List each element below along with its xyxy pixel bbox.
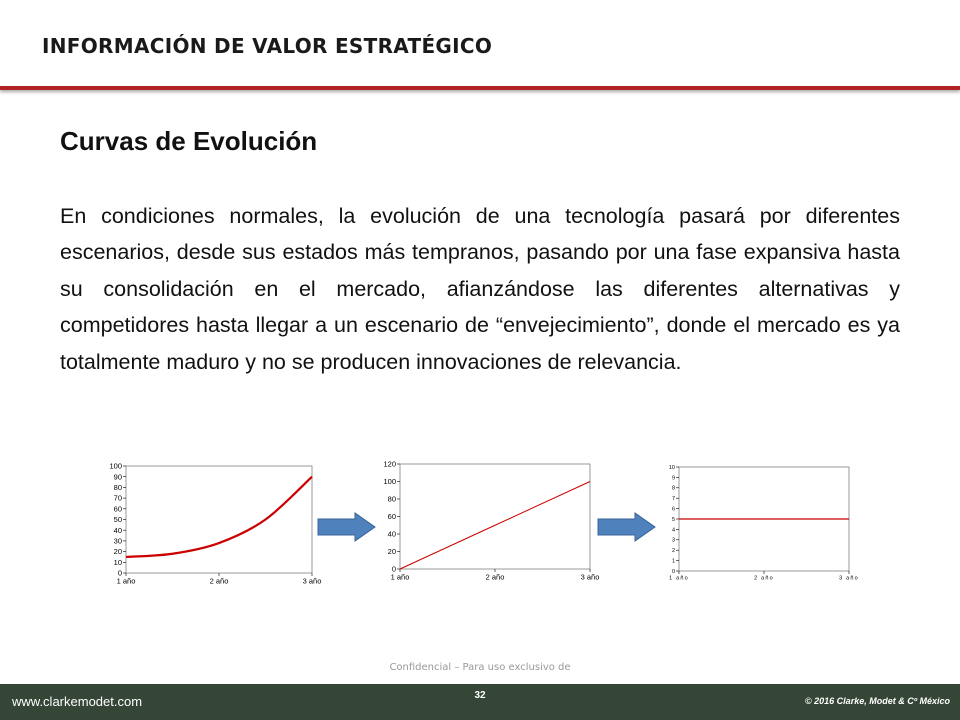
confidential-note: Confidencial – Para uso exclusivo de [389, 662, 571, 673]
x-tick-label: 2 año [485, 572, 505, 582]
y-tick-label: 9 [671, 475, 675, 482]
x-tick-label: 3 año [302, 576, 322, 586]
y-tick-label: 120 [383, 459, 396, 469]
footer-copyright: © 2016 Clarke, Modet & Cº México [805, 696, 950, 706]
y-tick-label: 3 [671, 537, 675, 544]
slide-header [0, 0, 960, 95]
y-tick-label: 90 [113, 472, 122, 482]
y-tick-label: 2 [671, 548, 675, 555]
y-tick-label: 60 [113, 504, 122, 514]
y-tick-label: 0 [671, 568, 675, 575]
y-tick-label: 30 [113, 536, 122, 546]
footer-website-link[interactable]: www.clarkemodet.com [12, 694, 143, 709]
y-tick-label: 8 [671, 485, 675, 492]
y-tick-label: 80 [387, 494, 396, 504]
x-tick-label: 1 año [390, 572, 410, 582]
right-arrow-icon [597, 512, 657, 542]
x-tick-label: 1 año [116, 576, 136, 586]
y-tick-label: 80 [113, 483, 122, 493]
x-tick-label: 1 año [669, 575, 689, 582]
plot-area [400, 464, 590, 569]
plot-area [126, 466, 312, 573]
y-tick-label: 50 [113, 515, 122, 525]
y-tick-label: 0 [391, 564, 396, 574]
right-arrow-icon [317, 512, 377, 542]
y-tick-label: 20 [113, 547, 122, 557]
chart-growth-curve [110, 462, 326, 588]
y-tick-label: 7 [671, 496, 675, 503]
y-tick-label: 5 [671, 516, 675, 523]
y-tick-label: 100 [109, 461, 122, 471]
x-tick-label: 2 año [209, 576, 229, 586]
y-tick-label: 70 [113, 493, 122, 503]
y-tick-label: 40 [387, 529, 396, 539]
y-tick-label: 4 [671, 527, 675, 534]
x-tick-label: 3 año [580, 572, 600, 582]
section-title: Curvas de Evolución [60, 126, 318, 156]
x-tick-label: 2 año [754, 575, 774, 582]
chart-flat-maturity [665, 464, 865, 588]
y-tick-label: 0 [117, 568, 122, 578]
y-tick-label: 6 [671, 506, 675, 513]
y-tick-label: 60 [387, 512, 396, 522]
header-title: INFORMACIÓN DE VALOR ESTRATÉGICO [42, 34, 493, 58]
header-divider [0, 86, 960, 90]
x-tick-label: 3 año [839, 575, 859, 582]
y-tick-label: 100 [383, 477, 396, 487]
chart-linear-growth [380, 460, 605, 588]
y-tick-label: 40 [113, 525, 122, 535]
footer-bar [0, 684, 960, 720]
body-paragraph: En condiciones normales, la evolución de una tecnología pasará por diferentes escenarios, desde sus estados más tempranos, pasando por una fase expansiva hasta su consolidación en el mercado, afianzándose las diferentes alternativas y competidores hasta llegar a un escenario de “envejecimiento”, donde el mercado es ya totalmente maduro y no se producen innovaciones de relevancia. [60, 204, 900, 374]
y-tick-label: 10 [668, 464, 675, 471]
y-tick-label: 1 [671, 558, 675, 565]
y-tick-label: 10 [113, 557, 122, 567]
y-tick-label: 20 [387, 547, 396, 557]
page-number: 32 [474, 690, 486, 701]
